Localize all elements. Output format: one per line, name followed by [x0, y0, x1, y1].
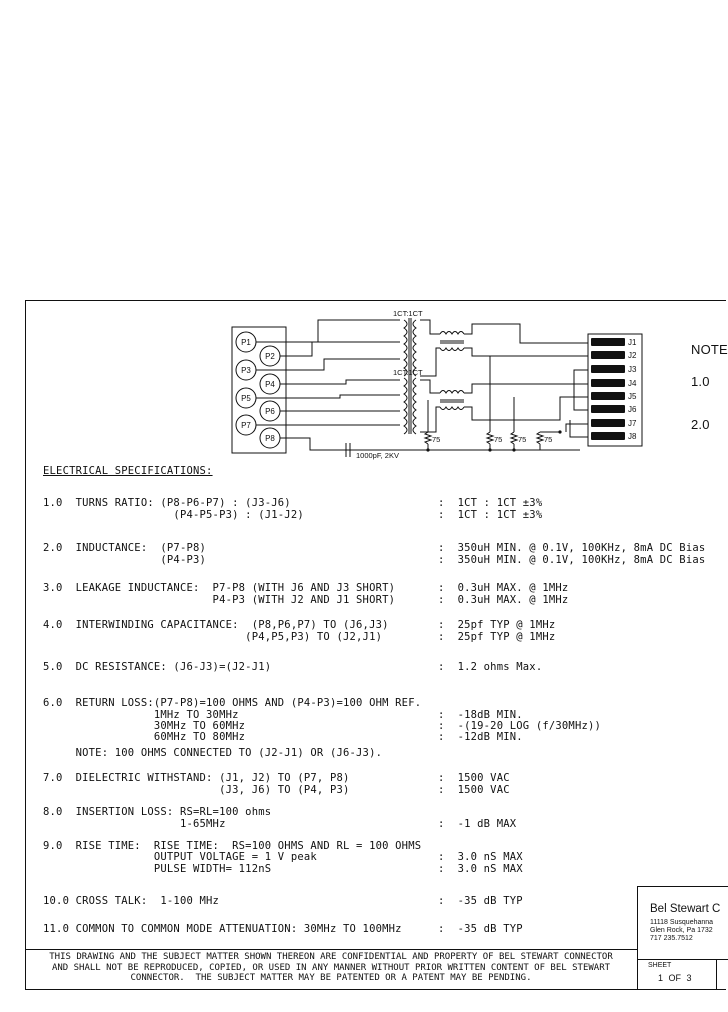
spec-6-line-4: 60MHz TO 80MHz [43, 731, 246, 743]
spec-7-line-1: 7.0 DIELECTRIC WITHSTAND: (J1, J2) TO (P7, P8) [43, 772, 350, 784]
left-pin-label-p4: P4 [265, 380, 275, 389]
right-pin-label-j2: J2 [628, 351, 637, 360]
spec-heading: ELECTRICAL SPECIFICATIONS: [43, 465, 213, 477]
company-address-2: Glen Rock, Pa 1732 [650, 927, 713, 934]
spec-1-line-2: (P4-P5-P3) : (J1-J2) [43, 509, 304, 521]
right-pin-label-j8: J8 [628, 432, 637, 441]
spec-9-line-3: PULSE WIDTH= 112nS [43, 863, 272, 875]
title-block-vdivider [716, 959, 717, 989]
company-name: Bel Stewart C [650, 903, 721, 915]
left-pin-label-p8: P8 [265, 434, 275, 443]
company-address-1: 11118 Susquehanna [650, 919, 714, 926]
spec-1-line-1: 1.0 TURNS RATIO: (P8-P6-P7) : (J3-J6) [43, 497, 291, 509]
spec-11-value-1: : -35 dB TYP [438, 923, 523, 935]
spec-6-line-1: 6.0 RETURN LOSS:(P7-P8)=100 OHMS AND (P4-P3)=100 OHM REF. [43, 697, 422, 709]
title-block [637, 886, 728, 989]
spec-3-line-1: 3.0 LEAKAGE INDUCTANCE: P7-P8 (WITH J6 AND J3 SHORT) [43, 582, 396, 594]
capacitor-label: 1000pF, 2KV [356, 451, 399, 460]
resistor-label-1: 75 [432, 435, 441, 444]
note-1-number: 1.0 [691, 374, 710, 389]
right-pin-label-j7: J7 [628, 419, 637, 428]
spec-1-value-1: : 1CT : 1CT ±3% [438, 497, 543, 509]
spec-7-value-2: : 1500 VAC [438, 784, 510, 796]
left-pin-label-p3: P3 [241, 366, 251, 375]
resistor-label-2: 75 [494, 435, 503, 444]
spec-3-value-1: : 0.3uH MAX. @ 1MHz [438, 582, 569, 594]
spec-7-value-1: : 1500 VAC [438, 772, 510, 784]
spec-2-value-1: : 350uH MIN. @ 0.1V, 100KHz, 8mA DC Bias [438, 542, 706, 554]
spec-6-value-4: : -12dB MIN. [438, 731, 523, 743]
resistor-label-3: 75 [518, 435, 527, 444]
left-pin-label-p5: P5 [241, 394, 251, 403]
right-pin-label-j5: J5 [628, 392, 637, 401]
spec-10-line-1: 10.0 CROSS TALK: 1-100 MHz [43, 895, 220, 907]
spec-7-line-2: (J3, J6) TO (P4, P3) [43, 784, 350, 796]
spec-4-value-1: : 25pf TYP @ 1MHz [438, 619, 556, 631]
spec-6-line-2: 1MHz TO 30MHz [43, 709, 239, 721]
spec-9-value-2: : 3.0 nS MAX [438, 851, 523, 863]
schematic [0, 0, 720, 480]
spec-4-value-2: : 25pf TYP @ 1MHz [438, 631, 556, 643]
resistor-label-4: 75 [544, 435, 553, 444]
right-pin-label-j3: J3 [628, 365, 637, 374]
spec-8-line-1: 8.0 INSERTION LOSS: RS=RL=100 ohms [43, 806, 272, 818]
spec-6-value-2: : -18dB MIN. [438, 709, 523, 721]
spec-9-line-2: OUTPUT VOLTAGE = 1 V peak [43, 851, 317, 863]
spec-2-line-1: 2.0 INDUCTANCE: (P7-P8) [43, 542, 207, 554]
transformer-bottom-label: 1CT:1CT [393, 368, 423, 377]
left-pin-label-p7: P7 [241, 421, 251, 430]
spec-4-line-2: (P4,P5,P3) TO (J2,J1) [43, 631, 383, 643]
confidential-notice: THIS DRAWING AND THE SUBJECT MATTER SHOWN THEREON ARE CONFIDENTIAL AND PROPERTY OF BEL STEWART CONNECTOR AND SHALL NOT BE REPRODUCED, COPIED, OR USED IN ANY MANNER WITHOUT PRIOR WRITTEN CONTENT OF BEL STEWART CONNECTOR. THE SUBJECT MATTER MAY BE PATENTED OR A PATENT MAY BE PENDING. [49, 952, 613, 983]
company-phone: 717 235.7512 [650, 935, 693, 942]
left-pin-label-p2: P2 [265, 352, 275, 361]
spec-5-line-1: 5.0 DC RESISTANCE: (J6-J3)=(J2-J1) [43, 661, 272, 673]
notes-title: NOTE [691, 342, 728, 357]
right-pin-label-j4: J4 [628, 379, 637, 388]
spec-9-value-3: : 3.0 nS MAX [438, 863, 523, 875]
sheet-value: 1 OF 3 [658, 973, 692, 983]
transformer-top-label: 1CT:1CT [393, 309, 423, 318]
right-pin-label-j6: J6 [628, 405, 637, 414]
confidential-divider [25, 949, 637, 950]
spec-8-value-2: : -1 dB MAX [438, 818, 517, 830]
spec-10-value-1: : -35 dB TYP [438, 895, 523, 907]
left-pin-label-p6: P6 [265, 407, 275, 416]
spec-11-line-1: 11.0 COMMON TO COMMON MODE ATTENUATION: 30MHz TO 100MHz [43, 923, 402, 935]
left-pin-label-p1: P1 [241, 338, 251, 347]
spec-3-line-2: P4-P3 (WITH J2 AND J1 SHORT) [43, 594, 396, 606]
spec-3-value-2: : 0.3uH MAX. @ 1MHz [438, 594, 569, 606]
spec-6-line-3: 30MHz TO 60MHz [43, 720, 246, 732]
sheet-label: SHEET [648, 962, 672, 969]
spec-6-value-3: : -(19-20 LOG (f/30MHz)) [438, 720, 602, 732]
spec-5-value-1: : 1.2 ohms Max. [438, 661, 543, 673]
spec-2-value-2: : 350uH MIN. @ 0.1V, 100KHz, 8mA DC Bias [438, 554, 706, 566]
title-block-divider [638, 959, 728, 960]
spec-1-value-2: : 1CT : 1CT ±3% [438, 509, 543, 521]
spec-4-line-1: 4.0 INTERWINDING CAPACITANCE: (P8,P6,P7) TO (J6,J3) [43, 619, 389, 631]
note-2-number: 2.0 [691, 417, 710, 432]
spec-9-line-1: 9.0 RISE TIME: RISE TIME: RS=100 OHMS AND RL = 100 OHMS [43, 840, 422, 852]
spec-2-line-2: (P4-P3) [43, 554, 207, 566]
spec-6-note: NOTE: 100 OHMS CONNECTED TO (J2-J1) OR (J6-J3). [43, 747, 383, 759]
spec-8-line-2: 1-65MHz [43, 818, 226, 830]
right-pin-label-j1: J1 [628, 338, 637, 347]
